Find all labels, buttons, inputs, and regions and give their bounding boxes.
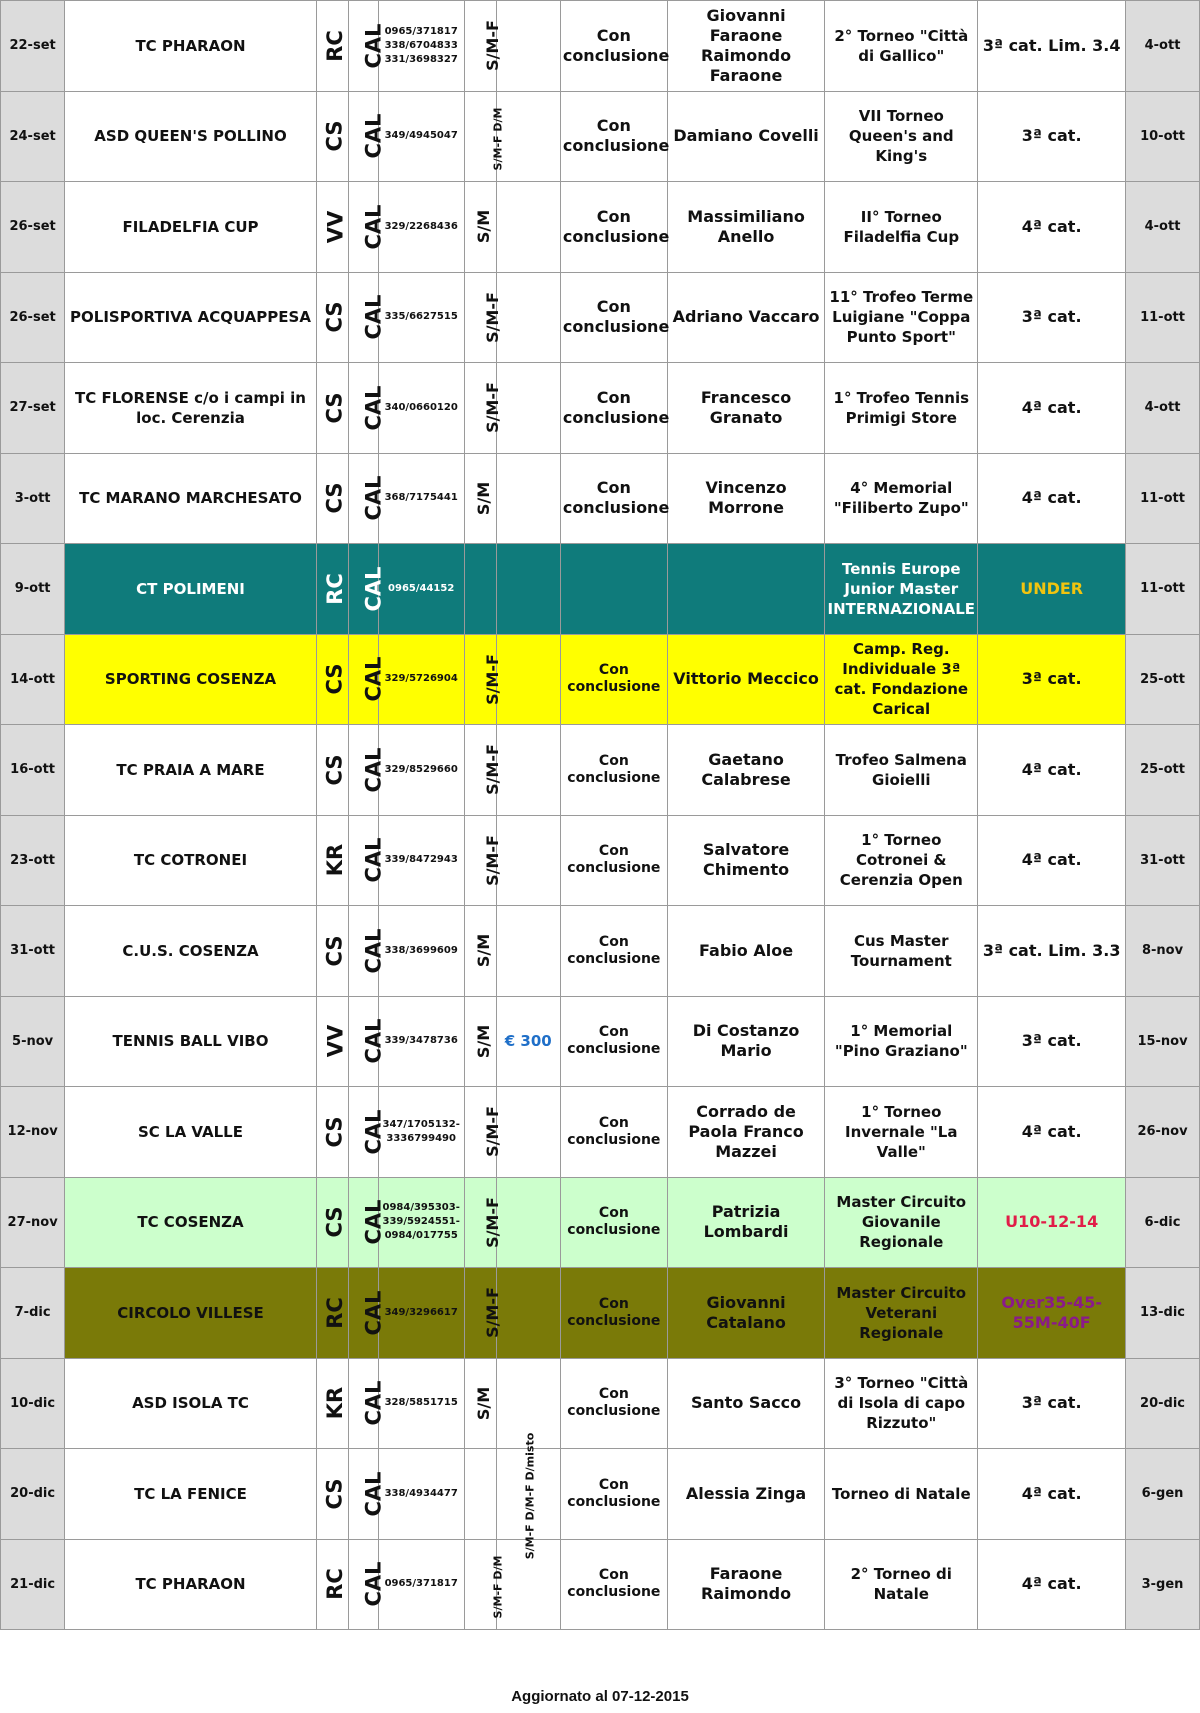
cell-start-date: 27-nov — [1, 1177, 65, 1268]
cell-prize — [496, 182, 560, 273]
cell-phone: 0965/44152 — [378, 544, 464, 635]
cell-start-date: 9-ott — [1, 544, 65, 635]
gender-category-text: S/M-F D/M — [490, 107, 504, 171]
cell-category: 3ª cat. — [978, 1358, 1126, 1449]
cell-club-name: TC COSENZA — [65, 1177, 317, 1268]
cell-start-date: 12-nov — [1, 1087, 65, 1178]
cell-end-date: 10-ott — [1126, 91, 1200, 182]
cell-gender-category — [464, 363, 502, 454]
province-text: RC — [322, 1568, 347, 1601]
cell-referee: Damiano Covelli — [667, 91, 824, 182]
table-row — [1, 182, 1200, 273]
region-text: CAL — [361, 1471, 386, 1517]
cell-category: U10-12-14 — [978, 1177, 1126, 1268]
cell-start-date: 26-set — [1, 182, 65, 273]
cell-phone: 339/8472943 — [378, 815, 464, 906]
cell-category: 3ª cat. Lim. 3.3 — [978, 906, 1126, 997]
cell-gender-category — [464, 1358, 496, 1449]
cell-end-date: 20-dic — [1126, 1358, 1200, 1449]
cell-club-name: FILADELFIA CUP — [65, 182, 317, 273]
cell-start-date: 20-dic — [1, 1449, 65, 1540]
cell-category: 4ª cat. — [978, 182, 1126, 273]
cell-category: 4ª cat. — [978, 1449, 1126, 1540]
cell-tournament-name: Camp. Reg. Individuale 3ª cat. Fondazione Carical — [825, 634, 978, 725]
cell-conclusion: Con conclusione — [560, 1449, 667, 1540]
cell-prize — [496, 1087, 560, 1178]
province-text: CS — [322, 663, 347, 695]
cell-referee: Giovanni Catalano — [667, 1268, 824, 1359]
gender-category-text: S/M-F — [482, 834, 502, 886]
cell-province — [316, 1539, 348, 1630]
province-text: CS — [322, 301, 347, 333]
cell-gender-category — [464, 1539, 504, 1630]
cell-region — [348, 1449, 386, 1540]
cell-prize — [496, 1, 560, 92]
cell-conclusion — [560, 544, 667, 635]
cell-end-date: 8-nov — [1126, 906, 1200, 997]
cell-province — [316, 1358, 348, 1449]
cell-phone: 340/0660120 — [378, 363, 464, 454]
cell-prize — [496, 725, 560, 816]
cell-province — [316, 906, 348, 997]
region-text: CAL — [361, 204, 386, 250]
region-text: CAL — [361, 656, 386, 702]
cell-start-date: 24-set — [1, 91, 65, 182]
cell-end-date: 13-dic — [1126, 1268, 1200, 1359]
cell-prize — [496, 906, 560, 997]
cell-province — [316, 91, 348, 182]
cell-club-name: SPORTING COSENZA — [65, 634, 317, 725]
cell-province — [316, 725, 348, 816]
cell-conclusion: Con conclusione — [560, 91, 667, 182]
cell-referee: Gaetano Calabrese — [667, 725, 824, 816]
cell-region — [348, 182, 386, 273]
cell-phone: 0984/395303-339/5924551-0984/017755 — [378, 1177, 464, 1268]
cell-region — [348, 1177, 386, 1268]
gender-category-text: S/M — [473, 1024, 493, 1058]
cell-conclusion: Con conclusione — [560, 634, 667, 725]
region-text: CAL — [361, 1290, 386, 1336]
cell-start-date: 3-ott — [1, 453, 65, 544]
cell-province — [316, 1268, 348, 1359]
cell-province — [316, 1, 348, 92]
cell-gender-category — [464, 1087, 502, 1178]
cell-conclusion: Con conclusione — [560, 1177, 667, 1268]
cell-conclusion: Con conclusione — [560, 453, 667, 544]
cell-referee: Patrizia Lombardi — [667, 1177, 824, 1268]
cell-start-date: 14-ott — [1, 634, 65, 725]
cell-prize — [496, 1268, 560, 1359]
cell-club-name: TC PHARAON — [65, 1539, 317, 1630]
cell-end-date: 4-ott — [1126, 182, 1200, 273]
cell-phone: 0965/371817 — [378, 1539, 464, 1630]
cell-conclusion: Con conclusione — [560, 272, 667, 363]
cell-category: 3ª cat. — [978, 91, 1126, 182]
province-text: RC — [322, 1296, 347, 1329]
cell-referee: Salvatore Chimento — [667, 815, 824, 906]
cell-referee: Vittorio Meccico — [667, 634, 824, 725]
cell-phone: 335/6627515 — [378, 272, 464, 363]
cell-gender-category — [464, 1177, 502, 1268]
cell-province — [316, 1449, 348, 1540]
cell-prize — [496, 91, 560, 182]
cell-referee: Santo Sacco — [667, 1358, 824, 1449]
cell-tournament-name: Tennis Europe Junior Master INTERNAZIONALE — [825, 544, 978, 635]
cell-club-name: TC FLORENSE c/o i campi in loc. Cerenzia — [65, 363, 317, 454]
table-row — [1, 1087, 1200, 1178]
cell-tournament-name: Master Circuito Veterani Regionale — [825, 1268, 978, 1359]
cell-start-date: 31-ott — [1, 906, 65, 997]
cell-referee: Giovanni Faraone Raimondo Faraone — [667, 1, 824, 92]
cell-gender-category — [464, 906, 496, 997]
cell-region — [348, 906, 386, 997]
cell-club-name: TC PRAIA A MARE — [65, 725, 317, 816]
gender-category-text: S/M-F — [482, 744, 502, 796]
table-row — [1, 815, 1200, 906]
cell-start-date: 5-nov — [1, 996, 65, 1087]
region-text: CAL — [361, 837, 386, 883]
province-text: KR — [323, 1387, 348, 1420]
gender-category-text: S/M — [473, 934, 493, 968]
cell-end-date: 25-ott — [1126, 725, 1200, 816]
cell-gender-category — [464, 1268, 502, 1359]
cell-prize: € 300 — [496, 996, 560, 1087]
cell-gender-category — [464, 725, 502, 816]
cell-phone: 338/3699609 — [378, 906, 464, 997]
cell-gender-category — [464, 272, 502, 363]
cell-prize — [496, 815, 560, 906]
cell-region — [348, 544, 386, 635]
cell-prize — [496, 1177, 560, 1268]
cell-club-name: TENNIS BALL VIBO — [65, 996, 317, 1087]
cell-prize — [496, 363, 560, 454]
cell-category: 3ª cat. Lim. 3.4 — [978, 1, 1126, 92]
cell-referee: Vincenzo Morrone — [667, 453, 824, 544]
cell-category: 4ª cat. — [978, 363, 1126, 454]
cell-region — [348, 634, 386, 725]
province-text: CS — [322, 392, 347, 424]
gender-category-text: S/M-F — [482, 653, 502, 705]
cell-referee: Francesco Granato — [667, 363, 824, 454]
cell-club-name: SC LA VALLE — [65, 1087, 317, 1178]
province-text: CS — [322, 482, 347, 514]
cell-end-date: 6-gen — [1126, 1449, 1200, 1540]
cell-end-date: 26-nov — [1126, 1087, 1200, 1178]
cell-tournament-name: VII Torneo Queen's and King's — [825, 91, 978, 182]
cell-prize — [496, 272, 560, 363]
cell-referee: Adriano Vaccaro — [667, 272, 824, 363]
cell-province — [316, 272, 348, 363]
province-text: RC — [322, 572, 347, 605]
cell-tournament-name: Torneo di Natale — [825, 1449, 978, 1540]
cell-tournament-name: 2° Torneo "Città di Gallico" — [825, 1, 978, 92]
table-row — [1, 725, 1200, 816]
cell-region — [348, 363, 386, 454]
cell-conclusion: Con conclusione — [560, 1268, 667, 1359]
cell-club-name: TC LA FENICE — [65, 1449, 317, 1540]
cell-category: Over35-45-55M-40F — [978, 1268, 1126, 1359]
cell-tournament-name: 2° Torneo di Natale — [825, 1539, 978, 1630]
cell-province — [316, 815, 348, 906]
cell-category: 3ª cat. — [978, 634, 1126, 725]
cell-region — [348, 725, 386, 816]
gender-category-text: S/M — [473, 210, 493, 244]
cell-gender-category — [464, 634, 502, 725]
province-text: CS — [322, 1478, 347, 1510]
cell-end-date: 11-ott — [1126, 272, 1200, 363]
cell-end-date: 6-dic — [1126, 1177, 1200, 1268]
table-row — [1, 91, 1200, 182]
cell-phone: 329/8529660 — [378, 725, 464, 816]
cell-referee: Corrado de Paola Franco Mazzei — [667, 1087, 824, 1178]
cell-club-name: CIRCOLO VILLESE — [65, 1268, 317, 1359]
region-text: CAL — [361, 385, 386, 431]
province-text: CS — [322, 935, 347, 967]
cell-category: 3ª cat. — [978, 996, 1126, 1087]
gender-category-text: S/M-F — [482, 382, 502, 434]
cell-referee: Alessia Zinga — [667, 1449, 824, 1540]
province-text: CS — [322, 1116, 347, 1148]
cell-phone: 329/5726904 — [378, 634, 464, 725]
cell-phone: 328/5851715 — [378, 1358, 464, 1449]
cell-gender-category — [464, 1432, 536, 1560]
cell-referee: Faraone Raimondo — [667, 1539, 824, 1630]
cell-phone: 339/3478736 — [378, 996, 464, 1087]
cell-province — [316, 544, 348, 635]
cell-conclusion: Con conclusione — [560, 906, 667, 997]
cell-conclusion: Con conclusione — [560, 1539, 667, 1630]
gender-category-text: S/M-F — [482, 1106, 502, 1158]
cell-category: 4ª cat. — [978, 725, 1126, 816]
region-text: CAL — [361, 113, 386, 159]
cell-phone: 349/4945047 — [378, 91, 464, 182]
cell-tournament-name: II° Torneo Filadelfia Cup — [825, 182, 978, 273]
region-text: CAL — [361, 566, 386, 612]
table-row — [1, 544, 1200, 635]
cell-conclusion: Con conclusione — [560, 363, 667, 454]
gender-category-text: S/M — [473, 481, 493, 515]
cell-region — [348, 815, 386, 906]
cell-region — [348, 996, 386, 1087]
gender-category-text: S/M-F D/M — [490, 1555, 504, 1619]
table-row — [1, 906, 1200, 997]
region-text: CAL — [361, 928, 386, 974]
region-text: CAL — [361, 1380, 386, 1426]
cell-club-name: ASD ISOLA TC — [65, 1358, 317, 1449]
cell-club-name: TC MARANO MARCHESATO — [65, 453, 317, 544]
cell-start-date: 23-ott — [1, 815, 65, 906]
cell-tournament-name: 11° Trofeo Terme Luigiane "Coppa Punto Sport" — [825, 272, 978, 363]
table-row — [1, 996, 1200, 1087]
region-text: CAL — [361, 1199, 386, 1245]
cell-tournament-name: 1° Torneo Cotronei & Cerenzia Open — [825, 815, 978, 906]
cell-category: 4ª cat. — [978, 815, 1126, 906]
province-text: RC — [322, 29, 347, 62]
province-text: KR — [323, 844, 348, 877]
gender-category-text: S/M — [473, 1386, 493, 1420]
cell-gender-category — [464, 815, 502, 906]
cell-tournament-name: Trofeo Salmena Gioielli — [825, 725, 978, 816]
region-text: CAL — [361, 294, 386, 340]
cell-phone: 0965/371817 338/6704833 331/3698327 — [378, 1, 464, 92]
cell-end-date: 31-ott — [1126, 815, 1200, 906]
gender-category-text: S/M-F — [482, 20, 502, 72]
table-body — [1, 1, 1200, 1630]
cell-region — [348, 1539, 386, 1630]
cell-start-date: 7-dic — [1, 1268, 65, 1359]
cell-club-name: C.U.S. COSENZA — [65, 906, 317, 997]
cell-category: 3ª cat. — [978, 272, 1126, 363]
cell-phone: 368/7175441 — [378, 453, 464, 544]
cell-conclusion: Con conclusione — [560, 996, 667, 1087]
cell-gender-category — [464, 1, 502, 92]
cell-club-name: TC PHARAON — [65, 1, 317, 92]
cell-end-date: 3-gen — [1126, 1539, 1200, 1630]
cell-phone: 347/1705132-3336799490 — [378, 1087, 464, 1178]
table-row — [1, 1539, 1200, 1630]
table-row — [1, 363, 1200, 454]
cell-phone: 349/3296617 — [378, 1268, 464, 1359]
table-row — [1, 1358, 1200, 1449]
cell-tournament-name: 1° Trofeo Tennis Primigi Store — [825, 363, 978, 454]
table-row — [1, 1268, 1200, 1359]
province-text: VV — [323, 210, 348, 244]
cell-end-date: 15-nov — [1126, 996, 1200, 1087]
cell-start-date: 10-dic — [1, 1358, 65, 1449]
cell-gender-category — [464, 996, 496, 1087]
cell-start-date: 22-set — [1, 1, 65, 92]
cell-start-date: 26-set — [1, 272, 65, 363]
cell-start-date: 27-set — [1, 363, 65, 454]
cell-gender-category — [464, 182, 496, 273]
cell-start-date: 16-ott — [1, 725, 65, 816]
cell-club-name: ASD QUEEN'S POLLINO — [65, 91, 317, 182]
cell-referee — [667, 544, 824, 635]
cell-club-name: CT POLIMENI — [65, 544, 317, 635]
region-text: CAL — [361, 23, 386, 69]
cell-province — [316, 363, 348, 454]
cell-start-date: 21-dic — [1, 1539, 65, 1630]
cell-phone: 329/2268436 — [378, 182, 464, 273]
region-text: CAL — [361, 747, 386, 793]
cell-conclusion: Con conclusione — [560, 182, 667, 273]
table-row — [1, 1449, 1200, 1540]
cell-tournament-name: Cus Master Tournament — [825, 906, 978, 997]
cell-region — [348, 453, 386, 544]
cell-category: 4ª cat. — [978, 1539, 1126, 1630]
province-text: CS — [322, 120, 347, 152]
table-row — [1, 1, 1200, 92]
cell-conclusion: Con conclusione — [560, 725, 667, 816]
cell-category: 4ª cat. — [978, 453, 1126, 544]
updated-footer: Aggiornato al 07-12-2015 — [511, 1688, 689, 1705]
cell-prize — [496, 634, 560, 725]
cell-province — [316, 634, 348, 725]
cell-end-date: 4-ott — [1126, 1, 1200, 92]
cell-region — [348, 1268, 386, 1359]
cell-tournament-name: 3° Torneo "Città di Isola di capo Rizzuto" — [825, 1358, 978, 1449]
cell-gender-category — [464, 91, 504, 182]
cell-conclusion: Con conclusione — [560, 1358, 667, 1449]
province-text: VV — [323, 1024, 348, 1058]
cell-region — [348, 91, 386, 182]
cell-end-date: 11-ott — [1126, 544, 1200, 635]
cell-region — [348, 1087, 386, 1178]
table-row — [1, 272, 1200, 363]
cell-region — [348, 1358, 386, 1449]
cell-region — [348, 272, 386, 363]
table-row — [1, 453, 1200, 544]
gender-category-text: S/M-F — [482, 291, 502, 343]
cell-tournament-name: 1° Torneo Invernale "La Valle" — [825, 1087, 978, 1178]
gender-category-text: S/M-F — [482, 1196, 502, 1248]
cell-gender-category — [464, 453, 496, 544]
cell-prize — [496, 544, 560, 635]
cell-club-name: POLISPORTIVA ACQUAPPESA — [65, 272, 317, 363]
cell-end-date: 25-ott — [1126, 634, 1200, 725]
cell-conclusion: Con conclusione — [560, 815, 667, 906]
cell-tournament-name: Master Circuito Giovanile Regionale — [825, 1177, 978, 1268]
cell-tournament-name: 4° Memorial "Filiberto Zupo" — [825, 453, 978, 544]
cell-province — [316, 1087, 348, 1178]
cell-conclusion: Con conclusione — [560, 1, 667, 92]
table-row — [1, 634, 1200, 725]
region-text: CAL — [361, 475, 386, 521]
table-row — [1, 1177, 1200, 1268]
cell-region — [348, 1, 386, 92]
province-text: CS — [322, 754, 347, 786]
cell-phone: 338/4934477 — [378, 1449, 464, 1540]
cell-gender-category — [464, 544, 496, 635]
cell-province — [316, 996, 348, 1087]
cell-prize — [496, 453, 560, 544]
province-text: CS — [322, 1206, 347, 1238]
cell-end-date: 11-ott — [1126, 453, 1200, 544]
cell-club-name: TC COTRONEI — [65, 815, 317, 906]
cell-category: UNDER — [978, 544, 1126, 635]
cell-category: 4ª cat. — [978, 1087, 1126, 1178]
cell-province — [316, 453, 348, 544]
cell-tournament-name: 1° Memorial "Pino Graziano" — [825, 996, 978, 1087]
gender-category-text: S/M-F — [482, 1287, 502, 1339]
region-text: CAL — [361, 1561, 386, 1607]
region-text: CAL — [361, 1018, 386, 1064]
gender-category-text: S/M-F D/M-F D/misto — [522, 1432, 536, 1560]
cell-referee: Massimiliano Anello — [667, 182, 824, 273]
cell-province — [316, 182, 348, 273]
region-text: CAL — [361, 1109, 386, 1155]
cell-referee: Fabio Aloe — [667, 906, 824, 997]
cell-end-date: 4-ott — [1126, 363, 1200, 454]
cell-province — [316, 1177, 348, 1268]
cell-conclusion: Con conclusione — [560, 1087, 667, 1178]
cell-referee: Di Costanzo Mario — [667, 996, 824, 1087]
